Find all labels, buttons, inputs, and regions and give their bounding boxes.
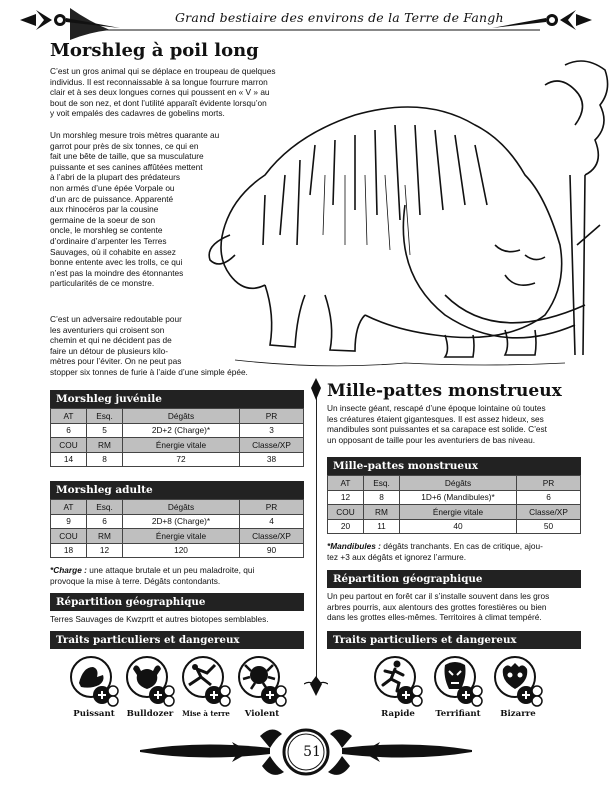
stat-value: 12 bbox=[87, 543, 123, 558]
stat-value: 4 bbox=[240, 514, 304, 529]
stat-header: Esq. bbox=[364, 476, 400, 491]
morshleg-geo-title: Répartition géographique bbox=[50, 593, 304, 611]
page-number: 51 bbox=[303, 744, 321, 760]
stat-header: RM bbox=[364, 505, 400, 520]
millepattes-stats bbox=[327, 457, 581, 534]
morshleg-illustration bbox=[205, 45, 612, 375]
note-line bbox=[50, 565, 304, 576]
bulldozer-icon bbox=[125, 655, 175, 707]
stat-value: 90 bbox=[240, 543, 304, 558]
stat-value: 9 bbox=[51, 514, 87, 529]
stat-header: Classe/XP bbox=[240, 529, 304, 544]
stat-header: Dégâts bbox=[123, 500, 240, 515]
stat-header: Dégâts bbox=[123, 409, 240, 424]
paragraph-line: dans les grottes elles-mêmes. Territoires à climat tempéré. bbox=[327, 612, 542, 622]
note-term: *Charge : bbox=[50, 565, 87, 575]
millepattes-traits-row bbox=[368, 655, 548, 719]
trait-violent bbox=[234, 655, 290, 719]
stats-table bbox=[50, 408, 304, 467]
stats-table bbox=[50, 499, 304, 558]
paragraph-line: n’est pas la moindre des étonnantes bbox=[50, 267, 184, 278]
millepattes-title: Mille-pattes monstrueux bbox=[327, 381, 562, 401]
paragraph-line: clair et à ses deux longues cornes qui poussent en « V » au bbox=[50, 87, 270, 98]
trait-label: Bulldozer bbox=[126, 709, 174, 719]
trait-label: Violent bbox=[244, 709, 280, 719]
stat-value: 40 bbox=[400, 519, 517, 534]
note-text: une attaque brutale et un peu maladroite, qui bbox=[89, 565, 255, 575]
morshleg-adult-stats bbox=[50, 481, 304, 558]
terrifiant-icon bbox=[433, 655, 483, 707]
paragraph-line: non armés d’une épée Vorpale ou bbox=[50, 182, 175, 193]
stat-value: 6 bbox=[51, 423, 87, 438]
paragraph-line: mandibules sont puissantes et sa carapace est solide. C’est bbox=[327, 424, 547, 435]
column-divider bbox=[316, 390, 317, 680]
millepattes-intro bbox=[327, 403, 581, 445]
trait-puissant bbox=[66, 655, 122, 719]
stat-header: COU bbox=[51, 529, 87, 544]
trait-label: Bizarre bbox=[500, 709, 536, 719]
stat-value: 12 bbox=[328, 490, 364, 505]
paragraph-line: Un insecte géant, rescapé d’une époque lointaine où toutes bbox=[327, 403, 546, 413]
bizarre-icon bbox=[493, 655, 543, 707]
trait-bulldozer bbox=[122, 655, 178, 719]
morshleg-juvenile-stats bbox=[50, 390, 304, 467]
running-title: Grand bestiaire des environs de la Terre de Fangh bbox=[175, 10, 504, 25]
stat-value: 8 bbox=[87, 452, 123, 467]
paragraph-line: les aventuriers qui croisent son bbox=[50, 324, 165, 335]
paragraph-line: stopper six tonnes de furie à l’aide d’une simple épée. bbox=[50, 366, 248, 377]
stat-value: 3 bbox=[240, 423, 304, 438]
paragraph-line: un opposant de taille pour les aventuriers de bas niveau. bbox=[327, 434, 536, 445]
stat-header: AT bbox=[328, 476, 364, 491]
paragraph-line: d’un arc de puissance. Apparenté bbox=[50, 193, 174, 204]
note-line bbox=[327, 541, 581, 552]
trait-rapide bbox=[368, 655, 428, 719]
paragraph-line: bout de son nez, et dont l’utilité apparaît évidente lorsqu’on bbox=[50, 97, 267, 108]
stat-value: 11 bbox=[364, 519, 400, 534]
trait-label: Terrifiant bbox=[435, 709, 481, 719]
paragraph-line: chemin et qui ne décident pas de bbox=[50, 335, 172, 346]
stat-header: RM bbox=[87, 438, 123, 453]
paragraph-line: puissante et ses canines affûtées mettent bbox=[50, 161, 203, 172]
stat-header: COU bbox=[51, 438, 87, 453]
stats-table bbox=[327, 475, 581, 534]
stat-header: Dégâts bbox=[400, 476, 517, 491]
divider-ornament-icon bbox=[307, 378, 325, 400]
trait-label: Puissant bbox=[73, 709, 115, 719]
charge-note bbox=[50, 565, 304, 586]
paragraph-line: germaine de la soeur de son bbox=[50, 214, 156, 225]
paragraph-line: individus. Il est reconnaissable à sa longue fourrure marron bbox=[50, 76, 268, 87]
stat-value: 2D+8 (Charge)* bbox=[123, 514, 240, 529]
stats-title: Morshleg adulte bbox=[50, 481, 304, 499]
stat-value: 38 bbox=[240, 452, 304, 467]
paragraph-line: Un peu partout en forêt car il s’installe souvent dans les gros bbox=[327, 591, 550, 601]
morshleg-traits-row bbox=[66, 655, 290, 719]
stats-title: Mille-pattes monstrueux bbox=[327, 457, 581, 475]
morshleg-traits-title: Traits particuliers et dangereux bbox=[50, 631, 304, 649]
paragraph-line: faire un détour de plusieurs kilo- bbox=[50, 345, 169, 356]
trait-bizarre bbox=[488, 655, 548, 719]
stat-header: PR bbox=[517, 476, 581, 491]
trait-label: Rapide bbox=[381, 709, 415, 719]
paragraph-line: aux rhinocéros par la cousine bbox=[50, 204, 159, 215]
note-line: provoque la mise à terre. Dégâts contondants. bbox=[50, 575, 221, 586]
trait-terrifiant bbox=[428, 655, 488, 719]
paragraph-line: d’ordinaire d’arpenter les Terres bbox=[50, 235, 167, 246]
paragraph-line: Un morshleg mesure trois mètres quarante au bbox=[50, 130, 220, 140]
paragraph-line: mètres pour l’éviter. On ne peut pas bbox=[50, 356, 182, 367]
paragraph-line: C’est un adversaire redoutable pour bbox=[50, 314, 182, 324]
paragraph-line: garrot pour près de six tonnes, ce qui en bbox=[50, 140, 199, 151]
stat-header: AT bbox=[51, 500, 87, 515]
stats-title: Morshleg juvénile bbox=[50, 390, 304, 408]
stat-value: 2D+2 (Charge)* bbox=[123, 423, 240, 438]
stat-header: PR bbox=[240, 500, 304, 515]
stat-value: 120 bbox=[123, 543, 240, 558]
stat-header: Énergie vitale bbox=[400, 505, 517, 520]
paragraph-line: y voit empalés des cadavres de gobelins morts. bbox=[50, 108, 225, 119]
stat-header: Énergie vitale bbox=[123, 529, 240, 544]
stat-value: 6 bbox=[87, 514, 123, 529]
stat-header: PR bbox=[240, 409, 304, 424]
paragraph-line: les créatures étaient gigantesques. Il est assez hideux, ses bbox=[327, 413, 544, 424]
millepattes-traits-title: Traits particuliers et dangereux bbox=[327, 631, 581, 649]
stat-value: 72 bbox=[123, 452, 240, 467]
stat-header: Esq. bbox=[87, 500, 123, 515]
stat-header: Classe/XP bbox=[517, 505, 581, 520]
stat-header: AT bbox=[51, 409, 87, 424]
trait-label: Mise à terre bbox=[182, 709, 230, 718]
morshleg-geo-text: Terres Sauvages de Kwzprtt et autres biotopes semblables. bbox=[50, 614, 269, 624]
divider-ornament-bottom-icon bbox=[304, 676, 328, 696]
puissant-icon bbox=[69, 655, 119, 707]
stat-value: 50 bbox=[517, 519, 581, 534]
stat-header: Esq. bbox=[87, 409, 123, 424]
millepattes-geo-text bbox=[327, 591, 581, 623]
note-term: *Mandibules : bbox=[327, 541, 381, 551]
trait-mise-a-terre bbox=[178, 655, 234, 719]
stat-header: Classe/XP bbox=[240, 438, 304, 453]
stat-value: 6 bbox=[517, 490, 581, 505]
paragraph-line: à l’abri de la plupart des prédateurs bbox=[50, 172, 181, 183]
stat-value: 18 bbox=[51, 543, 87, 558]
stat-header: Énergie vitale bbox=[123, 438, 240, 453]
morshleg-title: Morshleg à poil long bbox=[50, 40, 259, 61]
mandibules-note bbox=[327, 541, 581, 562]
paragraph-line: oncle, le morshleg se contente bbox=[50, 225, 163, 236]
paragraph-line: Sauvages, où il cohabite en assez bbox=[50, 246, 176, 257]
paragraph-line: bonne entente avec les trolls, ce qui bbox=[50, 257, 183, 268]
millepattes-geo-title: Répartition géographique bbox=[327, 570, 581, 588]
paragraph-line: arbres pourris, aux alentours des grottes forestières ou bien bbox=[327, 601, 547, 612]
stat-value: 8 bbox=[364, 490, 400, 505]
paragraph-line: particularités de ce monstre. bbox=[50, 278, 155, 289]
stat-value: 20 bbox=[328, 519, 364, 534]
stat-value: 5 bbox=[87, 423, 123, 438]
knockdown-icon bbox=[181, 655, 231, 707]
stat-header: RM bbox=[87, 529, 123, 544]
note-line: tez +3 aux dégâts et ignorez l’armure. bbox=[327, 551, 467, 562]
rapide-icon bbox=[373, 655, 423, 707]
note-text: dégâts tranchants. En cas de critique, ajou- bbox=[383, 541, 543, 551]
paragraph-line: C’est un gros animal qui se déplace en troupeau de quelques bbox=[50, 66, 276, 76]
stat-value: 14 bbox=[51, 452, 87, 467]
violent-icon bbox=[237, 655, 287, 707]
paragraph-line: fait une bête de taille, que sa musculature bbox=[50, 151, 204, 162]
stat-value: 1D+6 (Mandibules)* bbox=[400, 490, 517, 505]
stat-header: COU bbox=[328, 505, 364, 520]
